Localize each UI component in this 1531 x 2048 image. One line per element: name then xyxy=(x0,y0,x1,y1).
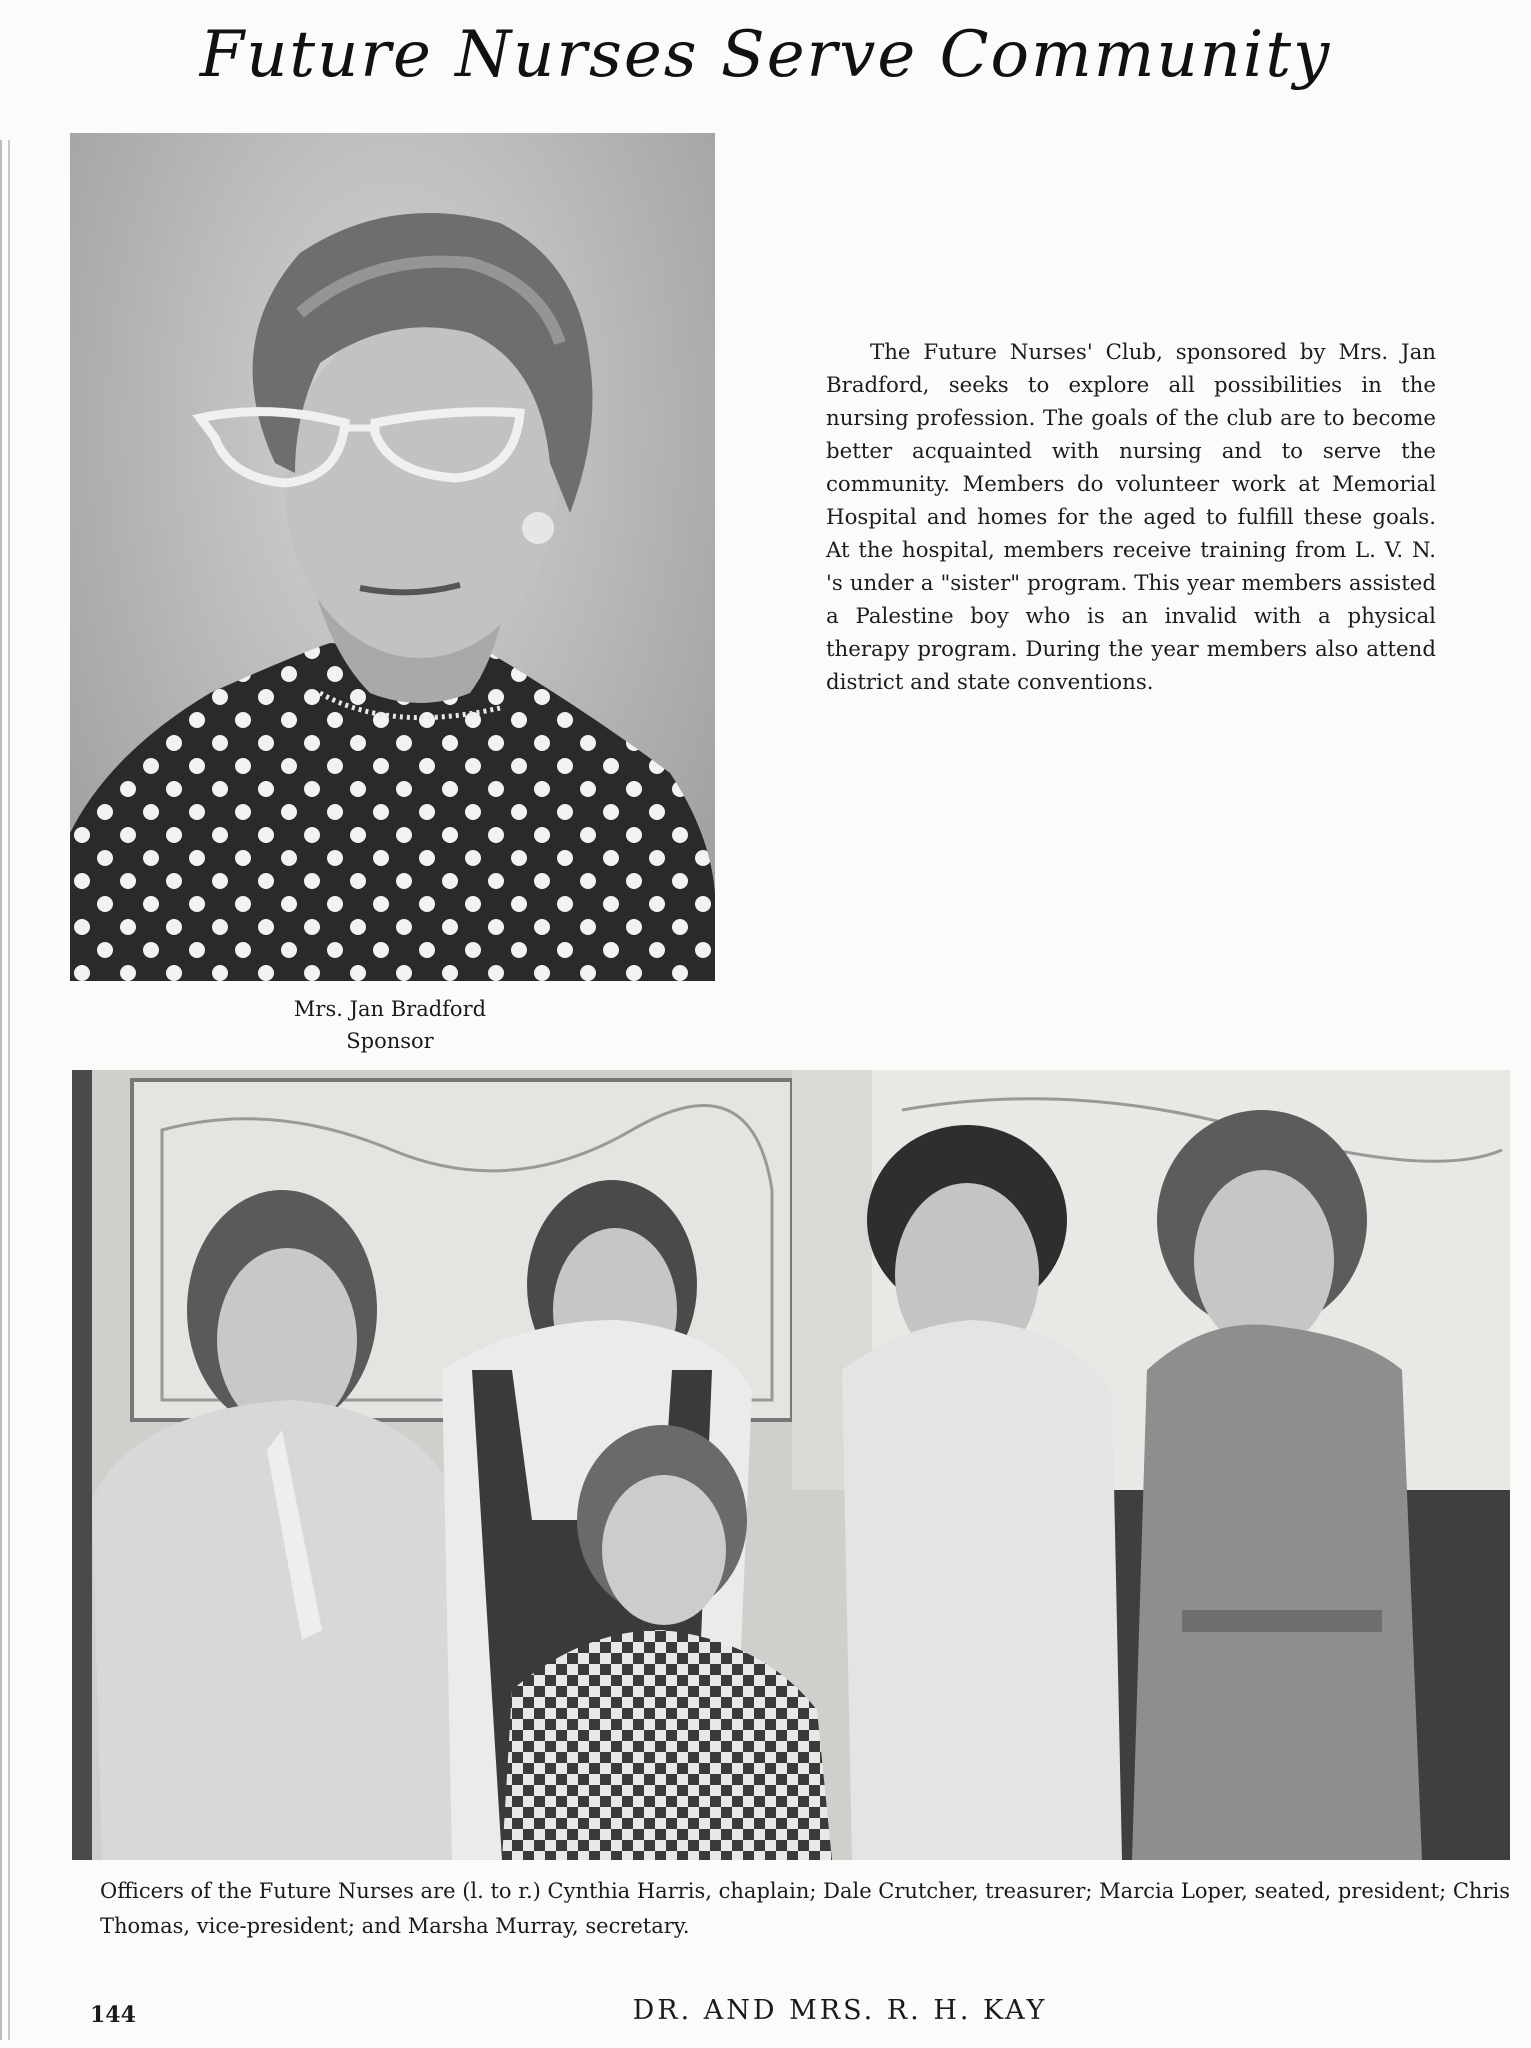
binding-edge xyxy=(0,140,10,2040)
sponsor-portrait-photo xyxy=(70,133,715,981)
sponsor-role: Sponsor xyxy=(346,1029,434,1053)
patron-line: DR. AND MRS. R. H. KAY xyxy=(632,1995,1048,2026)
page-title: Future Nurses Serve Community xyxy=(199,18,1332,92)
sponsor-name: Mrs. Jan Bradford xyxy=(293,997,487,1021)
officers-group-photo xyxy=(72,1070,1510,1860)
article-body: The Future Nurses' Club, sponsored by Mrs. Jan Bradford, seeks to explore all possibilities in the nursing profession. The goals of the club are to become better acquainted with nursing and to serve the community. Members do volunteer work at Memorial Hospital and homes for the aged to fulfill these goals. At the hospital, members receive training from L. V. N. 's under a "sister" program. This year members assisted a Palestine boy who is an invalid with a physical therapy program. During the year members also attend district and state conventions. xyxy=(826,340,1436,695)
group-photo-caption: Officers of the Future Nurses are (l. to r.) Cynthia Harris, chaplain; Dale Crutcher, treasurer; Marcia Loper, seated, president; Chris Thomas, vice-president; and Marsha Murray, secretary. xyxy=(100,1879,1510,1938)
page-number: 144 xyxy=(90,2002,136,2028)
sponsor-caption xyxy=(260,993,520,1057)
